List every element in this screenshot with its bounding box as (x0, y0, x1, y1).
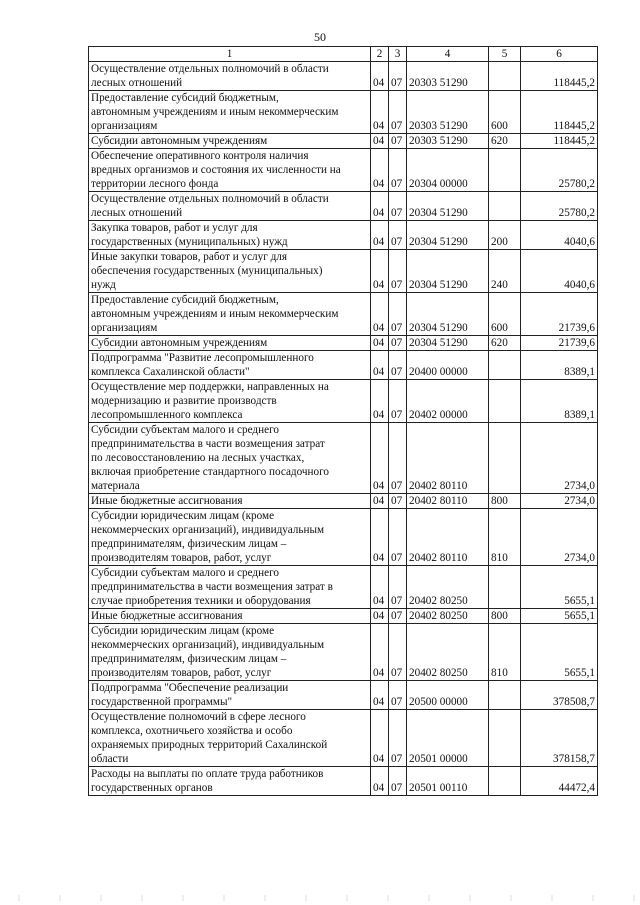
section-code: 04 (371, 351, 389, 380)
section-code: 04 (371, 624, 389, 681)
section-code: 04 (371, 149, 389, 192)
subsection-code: 07 (389, 293, 407, 336)
section-code: 04 (371, 293, 389, 336)
column-header: 4 (407, 47, 489, 62)
target-article-code: 20402 80250 (407, 566, 489, 609)
section-code: 04 (371, 494, 389, 509)
target-article-code: 20303 51290 (407, 62, 489, 91)
row-name: Подпрограмма "Обеспечение реализации государственной программы" (89, 681, 371, 710)
expense-type-code (489, 423, 521, 494)
amount: 2734,0 (521, 494, 598, 509)
subsection-code: 07 (389, 250, 407, 293)
row-name: Осуществление мер поддержки, направленных на модернизацию и развитие производств лесопромышленного комплекса (89, 380, 371, 423)
table-row (89, 624, 598, 681)
amount: 118445,2 (521, 91, 598, 134)
expense-type-code: 200 (489, 221, 521, 250)
target-article-code: 20500 00000 (407, 681, 489, 710)
subsection-code: 07 (389, 494, 407, 509)
header-row (89, 47, 598, 62)
target-article-code: 20501 00110 (407, 767, 489, 796)
amount: 4040,6 (521, 250, 598, 293)
target-article-code: 20402 80110 (407, 494, 489, 509)
row-name: Субсидии юридическим лицам (кроме некоммерческих организаций), индивидуальным предпринимателям, физическим лицам – производителям товаров, работ, услуг (89, 509, 371, 566)
amount: 378158,7 (521, 710, 598, 767)
subsection-code: 07 (389, 351, 407, 380)
table-row (89, 351, 598, 380)
section-code: 04 (371, 62, 389, 91)
row-name: Иные бюджетные ассигнования (89, 494, 371, 509)
row-name: Субсидии автономным учреждениям (89, 134, 371, 149)
page-number: 50 (314, 30, 326, 44)
section-code: 04 (371, 192, 389, 221)
table-row (89, 91, 598, 134)
section-code: 04 (371, 710, 389, 767)
amount: 8389,1 (521, 380, 598, 423)
table-row (89, 767, 598, 796)
table-row (89, 293, 598, 336)
table-row (89, 221, 598, 250)
column-header: 5 (489, 47, 521, 62)
row-name: Осуществление полномочий в сфере лесного комплекса, охотничьего хозяйства и особо охраняемых природных территорий Сахалинской области (89, 710, 371, 767)
target-article-code: 20400 00000 (407, 351, 489, 380)
row-name: Субсидии субъектам малого и среднего предпринимательства в части возмещения затрат по лесовосстановлению на лесных участках, включая приобретение стандартного посадочного материала (89, 423, 371, 494)
expense-type-code (489, 192, 521, 221)
target-article-code: 20402 80250 (407, 624, 489, 681)
expense-type-code (489, 767, 521, 796)
expense-type-code (489, 566, 521, 609)
section-code: 04 (371, 681, 389, 710)
amount: 25780,2 (521, 192, 598, 221)
section-code: 04 (371, 91, 389, 134)
subsection-code: 07 (389, 566, 407, 609)
subsection-code: 07 (389, 62, 407, 91)
amount: 4040,6 (521, 221, 598, 250)
amount: 21739,6 (521, 336, 598, 351)
row-name: Предоставление субсидий бюджетным, автономным учреждениям и иным некоммерческим организациям (89, 91, 371, 134)
row-name: Субсидии автономным учреждениям (89, 336, 371, 351)
section-code: 04 (371, 336, 389, 351)
subsection-code: 07 (389, 380, 407, 423)
table-row (89, 380, 598, 423)
table-row (89, 192, 598, 221)
expense-type-code (489, 380, 521, 423)
target-article-code: 20303 51290 (407, 91, 489, 134)
expense-type-code (489, 62, 521, 91)
row-name: Предоставление субсидий бюджетным, автономным учреждениям и иным некоммерческим организациям (89, 293, 371, 336)
subsection-code: 07 (389, 710, 407, 767)
subsection-code: 07 (389, 221, 407, 250)
row-name: Осуществление отдельных полномочий в области лесных отношений (89, 62, 371, 91)
expense-type-code: 810 (489, 624, 521, 681)
expense-type-code: 240 (489, 250, 521, 293)
column-header: 2 (371, 47, 389, 62)
subsection-code: 07 (389, 624, 407, 681)
subsection-code: 07 (389, 423, 407, 494)
section-code: 04 (371, 566, 389, 609)
target-article-code: 20304 51290 (407, 250, 489, 293)
row-name: Обеспечение оперативного контроля наличия вредных организмов и состояния их численности на территории лесного фонда (89, 149, 371, 192)
subsection-code: 07 (389, 192, 407, 221)
amount: 2734,0 (521, 509, 598, 566)
scan-artifact (0, 895, 640, 901)
row-name: Субсидии субъектам малого и среднего предпринимательства в части возмещения затрат в случае приобретения техники и оборудования (89, 566, 371, 609)
amount: 5655,1 (521, 624, 598, 681)
section-code: 04 (371, 609, 389, 624)
table-row (89, 509, 598, 566)
section-code: 04 (371, 250, 389, 293)
section-code: 04 (371, 221, 389, 250)
amount: 2734,0 (521, 423, 598, 494)
table-row (89, 149, 598, 192)
column-header: 6 (521, 47, 598, 62)
expense-type-code: 620 (489, 336, 521, 351)
table-body (89, 62, 598, 796)
row-name: Иные закупки товаров, работ и услуг для обеспечения государственных (муниципальных) нужд (89, 250, 371, 293)
table-row (89, 494, 598, 509)
expense-type-code: 800 (489, 609, 521, 624)
table-row (89, 62, 598, 91)
expense-type-code (489, 681, 521, 710)
amount: 8389,1 (521, 351, 598, 380)
section-code: 04 (371, 767, 389, 796)
subsection-code: 07 (389, 336, 407, 351)
expense-type-code (489, 351, 521, 380)
target-article-code: 20501 00000 (407, 710, 489, 767)
target-article-code: 20402 80250 (407, 609, 489, 624)
row-name: Иные бюджетные ассигнования (89, 609, 371, 624)
amount: 118445,2 (521, 134, 598, 149)
table-row (89, 336, 598, 351)
expense-type-code: 800 (489, 494, 521, 509)
amount: 44472,4 (521, 767, 598, 796)
row-name: Осуществление отдельных полномочий в области лесных отношений (89, 192, 371, 221)
table-row (89, 566, 598, 609)
row-name: Расходы на выплаты по оплате труда работников государственных органов (89, 767, 371, 796)
target-article-code: 20304 51290 (407, 192, 489, 221)
row-name: Закупка товаров, работ и услуг для государственных (муниципальных) нужд (89, 221, 371, 250)
expense-type-code: 620 (489, 134, 521, 149)
row-name: Подпрограмма "Развитие лесопромышленного комплекса Сахалинской области" (89, 351, 371, 380)
amount: 378508,7 (521, 681, 598, 710)
target-article-code: 20402 00000 (407, 380, 489, 423)
target-article-code: 20304 51290 (407, 221, 489, 250)
column-header: 1 (89, 47, 371, 62)
target-article-code: 20402 80110 (407, 509, 489, 566)
amount: 21739,6 (521, 293, 598, 336)
table-row (89, 423, 598, 494)
budget-table (88, 46, 598, 796)
amount: 5655,1 (521, 566, 598, 609)
subsection-code: 07 (389, 609, 407, 624)
table-row (89, 134, 598, 149)
section-code: 04 (371, 509, 389, 566)
expense-type-code: 810 (489, 509, 521, 566)
subsection-code: 07 (389, 681, 407, 710)
table-row (89, 710, 598, 767)
amount: 5655,1 (521, 609, 598, 624)
subsection-code: 07 (389, 134, 407, 149)
subsection-code: 07 (389, 767, 407, 796)
expense-type-code (489, 149, 521, 192)
column-header: 3 (389, 47, 407, 62)
subsection-code: 07 (389, 509, 407, 566)
amount: 118445,2 (521, 62, 598, 91)
subsection-code: 07 (389, 91, 407, 134)
target-article-code: 20304 51290 (407, 293, 489, 336)
expense-type-code: 600 (489, 293, 521, 336)
target-article-code: 20304 00000 (407, 149, 489, 192)
target-article-code: 20402 80110 (407, 423, 489, 494)
table-row (89, 609, 598, 624)
expense-type-code: 600 (489, 91, 521, 134)
target-article-code: 20304 51290 (407, 336, 489, 351)
row-name: Субсидии юридическим лицам (кроме некоммерческих организаций), индивидуальным предпринимателям, физическим лицам – производителям товаров, работ, услуг (89, 624, 371, 681)
expense-type-code (489, 710, 521, 767)
section-code: 04 (371, 380, 389, 423)
subsection-code: 07 (389, 149, 407, 192)
target-article-code: 20303 51290 (407, 134, 489, 149)
section-code: 04 (371, 423, 389, 494)
table-row (89, 250, 598, 293)
amount: 25780,2 (521, 149, 598, 192)
table-row (89, 681, 598, 710)
section-code: 04 (371, 134, 389, 149)
